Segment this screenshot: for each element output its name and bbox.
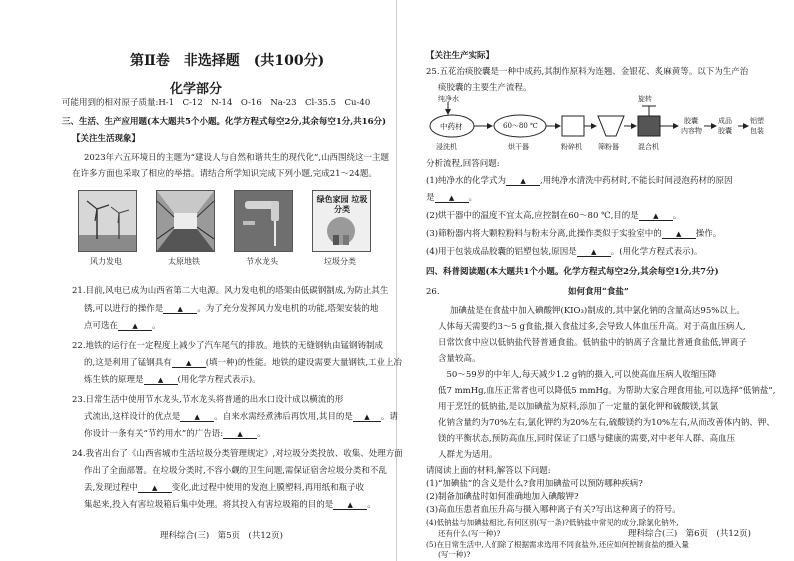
sieve-shape [598,116,624,136]
q21-line-2: 锈,可以进行的操作是 ▲ 。为了充分发挥风力发电机的功能,塔架安装的地 [84,304,379,314]
poster-text: 绿色家园 垃圾分类 [316,194,368,214]
focus-tag-production: 【关注生产实际】 [426,51,495,61]
faucet-photo [234,190,293,252]
garbage-sorting-poster [312,190,371,252]
q21-line-3: 点可选在 ▲ 。 [84,321,161,331]
q25-1-line-1: (1)纯净水的化学式为 ▲ ,用纯净水清洗中药材时,不能长时间浸泡药材的原因 [426,176,733,186]
caption-faucet: 节水龙头 [246,257,278,266]
passage-line-10: 人群尤为适用。 [438,450,498,460]
flow-rotate: 旋转 [638,95,652,103]
passage-line-9: 镁的平衡状态,预防高血压,同时保证了口感与健康的需要,对中老年人群、高血压 [438,434,736,444]
q25-4: (4)用于包装成品胶囊的铝塑包装,原因是 ▲ 。(用化学方程式表示)。 [426,247,703,257]
mixer-shape [638,116,660,136]
q23-line-1: 23.日常生活中使用节水龙头,节水龙头将普通的出水口设计成以横流的形 [72,395,344,405]
crusher-shape [562,116,584,136]
focus-tag-life: 【关注生活现象】 [72,134,141,144]
answer-blank[interactable]: ▲ [353,413,381,422]
q26-3: (3)高血压患者血压升高与摄入哪种离子有关?写出这种离子的符号。 [426,505,681,515]
flow-label-dryer: 烘干器 [508,143,529,151]
q23-line-2: 式流出,这样设计的优点是 ▲ 。自来水需经煮沸后再饮用,其目的是 ▲ 。请 [84,412,398,422]
caption-subway: 太原地铁 [168,257,200,266]
q26-4b: 还有什么(写一种)? [438,529,501,538]
answer-blank[interactable]: ▲ [435,194,469,203]
q24-line-3: 丢,发现过程中 ▲ 变化,此过程中使用的发泡上膜塑料,再用纸和瓶子收 [84,483,365,493]
q25-2: (2)烘干器中的温度不宜太高,应控制在60～80 ℃,目的是 ▲ 。 [426,211,682,221]
q26-1: (1)“加碘盐”的含义是什么?食用加碘盐可以预防哪种疾病? [426,479,643,489]
q26-number: 26. [426,287,440,297]
right-page-footer: 理科综合(三) 第6页 (共12页) [628,529,751,539]
page-divider [396,0,397,561]
q26-4a: (4)低钠盐与加碘盐相比,有何区别(写一条)?低钠盐中常见的成分,除氯化钠外, [426,518,679,527]
passage-line-6: 低7 mmHg,血压正常者也可以降低5 mmHg。为帮助大家合理食用盐,可以选择“低钠盐”, [438,386,776,396]
answer-blank[interactable]: ▲ [333,501,367,510]
answer-blank[interactable]: ▲ [577,248,611,257]
answer-blank[interactable]: ▲ [223,430,257,439]
q24-line-1: 24.我省出台了《山西省城市生活垃圾分类管理规定》,对垃圾分类投放、收集、处理方面 [72,449,403,459]
q26-5a: (5)在日常生活中,人们除了根据需求选用不同食盐外,还应如何控制食盐的摄入量 [426,540,689,549]
passage-line-7: 用于烹饪的低钠盐,是以加碘盐为原料,添加了一定量的氯化钾和硫酸镁,其氯 [438,402,719,412]
flow-input-water: 纯净水 [438,95,459,103]
flow-pack-sub: 包装 [750,127,764,135]
intro-line-1: 2023年六五环境日的主题为“建设人与自然和谐共生的现代化”,山西围绕这一主题 [84,153,390,163]
passage-line-2: 人体每天需要约3～5 g食盐,摄入食盐过多,会导致人体血压升高。对于高血压病人, [438,322,746,332]
answer-blank[interactable]: ▲ [639,212,673,221]
q22-line-3: 炼生铁的原理是 ▲ (用化学方程式表示)。 [84,375,261,385]
answer-blank[interactable]: ▲ [506,177,540,186]
flow-label-sieve: 筛粉器 [598,143,619,151]
passage-line-8: 化钠含量约为70%左右,氯化钾约为20%左右,硫酸镁约为10%左右,从而改善体内钠、钾、 [438,418,775,428]
subway-photo [156,190,215,252]
flow-pack: 铝塑 [750,117,764,125]
q22-line-2: 的,这是利用了锰钢具有 ▲ (填一种)的性能。地铁的建设需要大量钢铁,工业上冶 [84,358,403,368]
passage-line-4: 含量较高。 [438,354,481,364]
answer-blank[interactable]: ▲ [118,322,152,331]
q25-3: (3)筛粉器内将大颗粒粉料与粉末分离,此操作类似于实验室中的 ▲ 操作。 [426,229,722,239]
passage-line-1: 加碘盐是在食盐中加入碘酸钾(KIO₃)制成的,其中氯化钠的含量高达95%以上。 [450,306,745,316]
passage-line-5: 50～59岁的中年人,每天减少1.2 g钠的摄入,可以使高血压病人收缩压降 [438,370,717,380]
q24-line-2: 作出了全面部署。在垃圾分类时,不容小觑的卫生问题,需保证宿舍垃圾分类和不乱 [84,466,387,476]
flow-finished-sub: 胶囊 [718,127,732,135]
left-page-footer: 理科综合(三) 第5页 (共12页) [160,531,283,541]
section-title: 第Ⅱ卷 非选择题 (共100分) [130,53,325,69]
q22-line-1: 22.地铁的运行在一定程度上减少了汽车尾气的排放。地铁的无缝钢轨由锰钢铸制成 [72,341,384,351]
flow-label-mixer: 混合机 [638,143,659,151]
flow-capsule: 胶囊 [684,117,698,125]
subject-title: 化学部分 [170,82,223,97]
answer-blank[interactable]: ▲ [163,305,197,314]
answer-blank[interactable]: ▲ [138,484,172,493]
analysis-prompt: 分析流程,回答问题: [426,159,500,169]
flow-label-crusher: 粉碎机 [561,143,582,151]
q23-line-3: 你设计一条有关“节约用水”的广告语: ▲ 。 [84,429,266,439]
atomic-masses: 可能用到的相对原子质量:H-1 C-12 N-14 O-16 Na-23 Cl-35.5 Cu-40 [62,98,371,108]
read-prompt: 请阅读上面的材料,解答以下问题: [426,466,551,476]
wind-turbine-photo [78,190,137,252]
q21-line-1: 21.目前,风电已成为山西省第二大电源。风力发电机的塔架由低碳钢制成,为防止其生 [72,286,389,296]
q26-5b: (写一种)? [438,550,471,559]
q26-title: 如何食用“食盐” [568,287,629,297]
flow-dryer-temp: 60～80 ℃ [503,122,538,130]
part4-heading: 四、科普阅读题(本大题共1个小题。化学方程式每空2分,其余每空1分,共7分) [426,267,719,277]
q25-line-2: 痰胶囊的主要生产流程。 [438,83,532,93]
production-flow-diagram [426,94,766,156]
q26-2: (2)制备加碘盐时如何准确地加入碘酸钾? [426,492,579,502]
caption-garbage: 垃圾分类 [324,257,356,266]
flow-label-washer: 浸洗机 [436,143,457,151]
part3-heading: 三、生活、生产应用题(本大题共5个小题。化学方程式每空2分,其余每空1分,共16分) [62,117,387,127]
flow-finished: 成品 [718,117,732,125]
answer-blank[interactable]: ▲ [662,230,696,239]
answer-blank[interactable]: ▲ [144,376,178,385]
q24-line-4: 集起来,投入有害垃圾箱后集中处理。将其投入有害垃圾箱的目的是 ▲ 。 [84,500,376,510]
flow-herb: 中药材 [440,122,463,131]
intro-line-2: 在许多方面也采取了相应的举措。请结合所学知识完成下列小题,完成21～24题。 [72,169,377,179]
right-page [398,0,794,561]
q25-line-1: 25.五花治痰胶囊是一种中成药,其制作原料为连翘、金银花、炙麻黄等。以下为生产治 [426,67,749,77]
flow-capsule-sub: 内容物 [681,127,702,135]
answer-blank[interactable]: ▲ [172,359,206,368]
answer-blank[interactable]: ▲ [180,413,214,422]
passage-line-3: 日常饮食中应以低钠盐代替普通食盐。低钠盐中的钠离子含量比普通食盐低,钾离子 [438,338,747,348]
q25-1-line-2: 是 ▲ 。 [426,193,478,203]
caption-wind: 风力发电 [90,257,122,266]
